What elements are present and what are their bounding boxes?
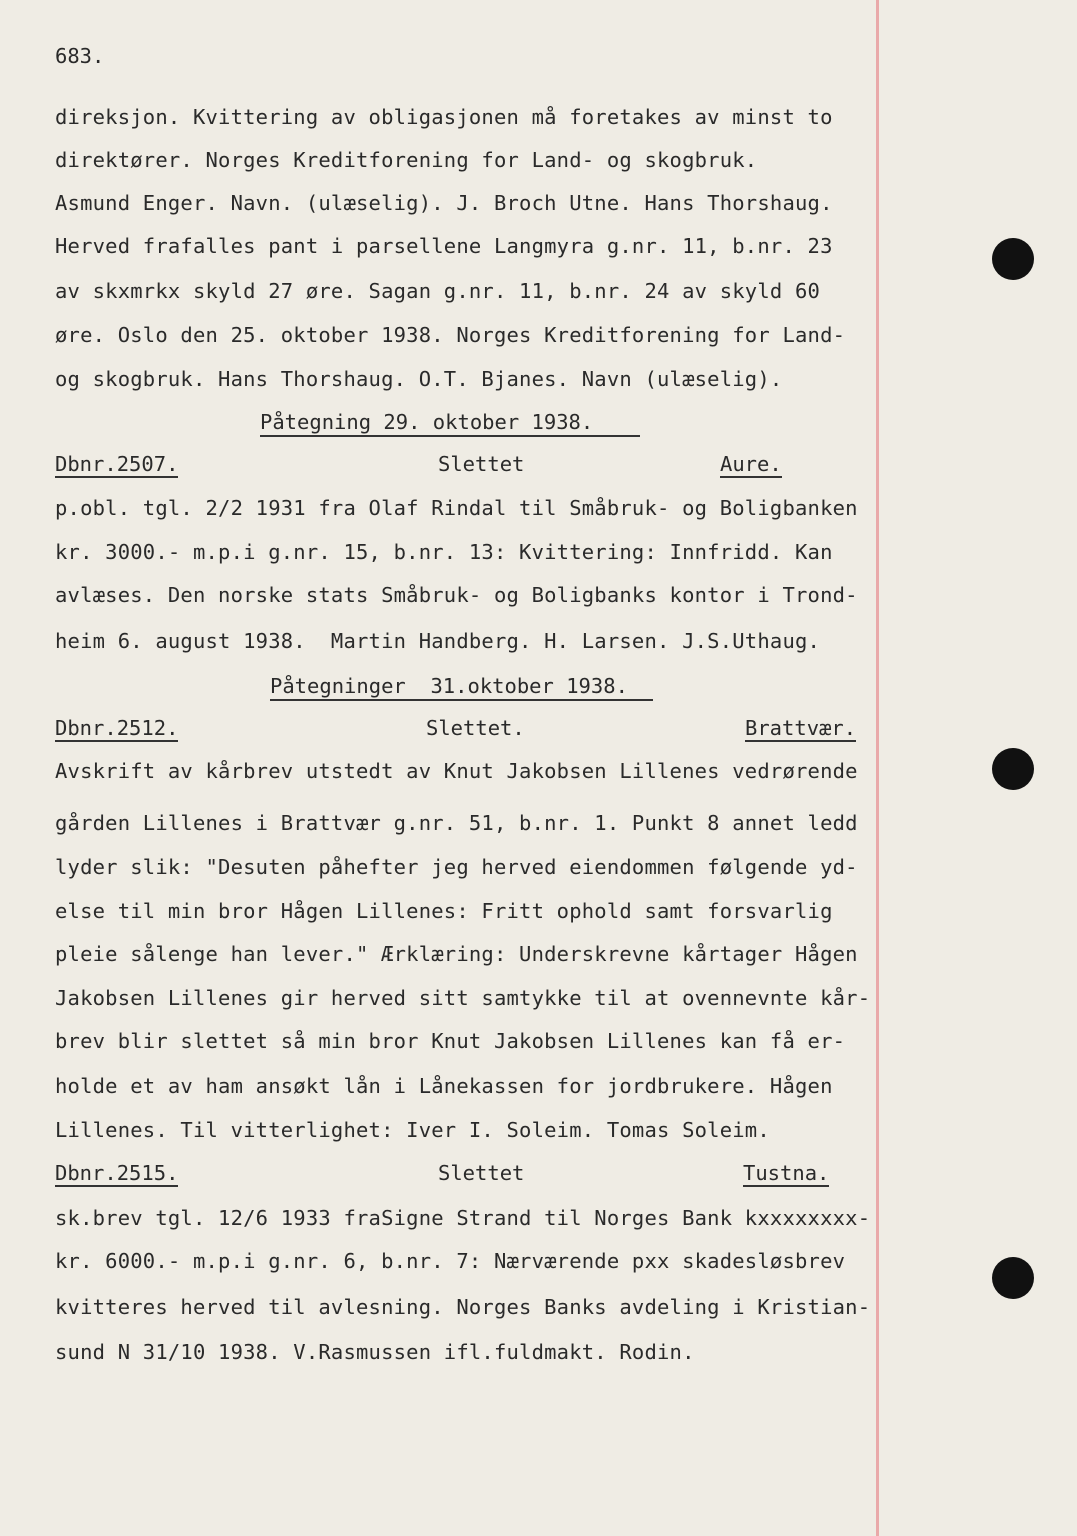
place-label: Brattvær. xyxy=(745,716,857,740)
entry-header xyxy=(55,716,870,744)
text-line: kvitteres herved til avlesning. Norges Banks avdeling i Kristian- xyxy=(55,1295,871,1319)
text-line: lyder slik: "Desuten påhefter jeg herved eiendommen følgende yd- xyxy=(55,855,858,879)
status-label: Slettet xyxy=(438,452,525,476)
text-line: sund N 31/10 1938. V.Rasmussen ifl.fuldmakt. Rodin. xyxy=(55,1340,695,1364)
text-line: og skogbruk. Hans Thorshaug. O.T. Bjanes. Navn (ulæselig). xyxy=(55,367,783,391)
text-line: Herved frafalles pant i parsellene Langmyra g.nr. 11, b.nr. 23 xyxy=(55,234,833,258)
entry-header xyxy=(55,1161,870,1189)
text-line: Jakobsen Lillenes gir herved sitt samtykke til at ovennevnte kår- xyxy=(55,986,871,1010)
punch-hole xyxy=(992,238,1034,280)
text-line: heim 6. august 1938. Martin Handberg. H. Larsen. J.S.Uthaug. xyxy=(55,629,821,653)
section-heading: Påtegninger 31.oktober 1938. xyxy=(270,673,653,701)
text-line: Asmund Enger. Navn. (ulæselig). J. Broch Utne. Hans Thorshaug. xyxy=(55,191,833,215)
status-label: Slettet. xyxy=(426,716,525,740)
section-heading: Påtegning 29. oktober 1938. xyxy=(260,409,640,437)
punch-hole xyxy=(992,1257,1034,1299)
text-line: holde et av ham ansøkt lån i Lånekassen for jordbrukere. Hågen xyxy=(55,1074,833,1098)
text-line: else til min bror Hågen Lillenes: Fritt ophold samt forsvarlig xyxy=(55,899,833,923)
place-label: Aure. xyxy=(720,452,782,476)
text-line: avlæses. Den norske stats Småbruk- og Boligbanks kontor i Trond- xyxy=(55,583,858,607)
entry-header xyxy=(55,452,870,480)
text-line: Avskrift av kårbrev utstedt av Knut Jakobsen Lillenes vedrørende xyxy=(55,759,858,783)
text-line: kr. 6000.- m.p.i g.nr. 6, b.nr. 7: Nærværende pxx skadesløsbrev xyxy=(55,1249,846,1273)
dbnr-label: Dbnr.2507. xyxy=(55,452,179,476)
text-line: brev blir slettet så min bror Knut Jakobsen Lillenes kan få er- xyxy=(55,1029,846,1053)
text-line: øre. Oslo den 25. oktober 1938. Norges Kreditforening for Land- xyxy=(55,323,846,347)
text-line: sk.brev tgl. 12/6 1933 fraSigne Strand til Norges Bank kxxxxxxxx- xyxy=(55,1206,871,1230)
dbnr-label: Dbnr.2512. xyxy=(55,716,179,740)
text-line: kr. 3000.- m.p.i g.nr. 15, b.nr. 13: Kvittering: Innfridd. Kan xyxy=(55,540,833,564)
text-line: pleie sålenge han lever." Ærklæring: Underskrevne kårtager Hågen xyxy=(55,942,858,966)
text-line: gården Lillenes i Brattvær g.nr. 51, b.nr. 1. Punkt 8 annet ledd xyxy=(55,811,858,835)
text-line: direktører. Norges Kreditforening for Land- og skogbruk. xyxy=(55,148,758,172)
text-line: Lillenes. Til vitterlighet: Iver I. Soleim. Tomas Soleim. xyxy=(55,1118,770,1142)
page-number: 683. xyxy=(55,44,105,68)
dbnr-label: Dbnr.2515. xyxy=(55,1161,179,1185)
margin-line xyxy=(876,0,879,1536)
punch-hole xyxy=(992,748,1034,790)
place-label: Tustna. xyxy=(743,1161,830,1185)
status-label: Slettet xyxy=(438,1161,525,1185)
text-line: av skxmrkx skyld 27 øre. Sagan g.nr. 11, b.nr. 24 av skyld 60 xyxy=(55,279,821,303)
text-line: p.obl. tgl. 2/2 1931 fra Olaf Rindal til Småbruk- og Boligbanken xyxy=(55,496,858,520)
text-line: direksjon. Kvittering av obligasjonen må foretakes av minst to xyxy=(55,105,833,129)
